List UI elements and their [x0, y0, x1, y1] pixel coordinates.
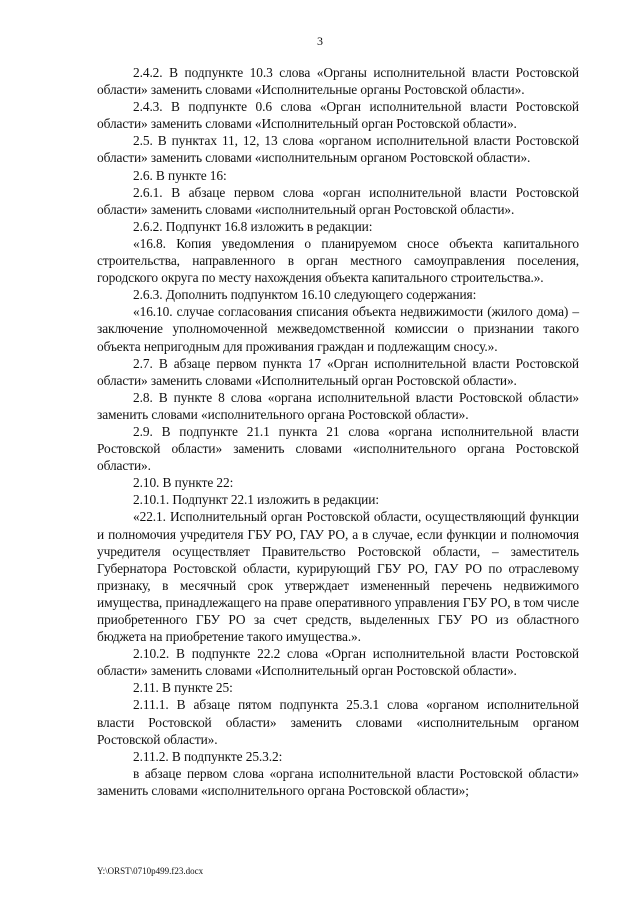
paragraph: 2.11.1. В абзаце пятом подпункта 25.3.1 слова «органом исполнительной власти Ростовской области» заменить словами «исполнительным органом Ростовской области». [97, 697, 579, 747]
document-body [97, 64, 579, 799]
paragraph: «16.8. Копия уведомления о планируемом сносе объекта капитального строительства, направленного в орган местного самоуправления поселения, городского округа по месту нахождения объекта капитального строительства.». [97, 235, 579, 286]
file-path-footer: Y:\ORST\0710p499.f23.docx [97, 866, 204, 876]
paragraph: 2.11.2. В подпункте 25.3.2: [133, 748, 283, 764]
paragraph: 2.5. В пунктах 11, 12, 13 слова «органом исполнительной власти Ростовской области» заменить словами «исполнительным органом Ростовской области». [97, 133, 579, 166]
paragraph: в абзаце первом слова «органа исполнительной власти Ростовской области» заменить словами «исполнительного органа Ростовской области»; [97, 765, 579, 798]
paragraph: 2.6. В пункте 16: [133, 167, 227, 183]
paragraph: 2.9. В подпункте 21.1 пункта 21 слова «органа исполнительной власти Ростовской области» заменить словами «исполнительного органа Ростовской области». [97, 423, 579, 474]
paragraph: 2.10.2. В подпункте 22.2 слова «Орган исполнительной власти Ростовской области» заменить словами «Исполнительный орган Ростовской области». [97, 646, 579, 679]
paragraph: 2.10. В пункте 22: [133, 475, 234, 491]
paragraph: 2.10.1. Подпункт 22.1 изложить в редакции: [133, 492, 379, 508]
paragraph: «22.1. Исполнительный орган Ростовской области, осуществляющий функции и полномочия учредителя ГБУ РО, ГАУ РО, а в случае, если функции и полномочия учредителя осуществляет Правительство Ростовской области, – заместитель Губернатора Ростовской области, курирующий ГБУ РО, ГАУ РО по отраслевому признаку, в месячный срок утверждает измененный перечень недвижимого имущества, принадлежащего на праве оперативного управления ГБУ РО, в том числе приобретенного ГБУ РО за счет средств, выделенных ГБУ РО из областного бюджета на приобретение такого имущества.». [97, 509, 579, 645]
paragraph: 2.6.1. В абзаце первом слова «орган исполнительной власти Ростовской области» заменить словами «исполнительный орган Ростовской области». [97, 184, 579, 217]
paragraph: 2.7. В абзаце первом пункта 17 «Орган исполнительной власти Ростовской области» заменить словами «Исполнительный орган Ростовской области». [97, 355, 579, 388]
paragraph: 2.6.3. Дополнить подпунктом 16.10 следующего содержания: [133, 287, 477, 303]
paragraph: 2.8. В пункте 8 слова «органа исполнительной власти Ростовской области» заменить словами «исполнительного органа Ростовской области». [97, 389, 579, 422]
paragraph: 2.11. В пункте 25: [133, 680, 233, 696]
page-number: 3 [317, 34, 323, 48]
paragraph: «16.10. случае согласования списания объекта недвижимости (жилого дома) – заключение уполномоченной межведомственной комиссии о признании такого объекта непригодным для проживания граждан и подлежащим сносу.». [97, 304, 579, 354]
paragraph: 2.6.2. Подпункт 16.8 изложить в редакции: [133, 218, 373, 234]
paragraph: 2.4.2. В подпункте 10.3 слова «Органы исполнительной власти Ростовской области» заменить словами «Исполнительные органы Ростовской области». [97, 65, 579, 98]
paragraph: 2.4.3. В подпункте 0.6 слова «Орган исполнительной власти Ростовской области» заменить словами «Исполнительный орган Ростовской области». [97, 99, 579, 132]
